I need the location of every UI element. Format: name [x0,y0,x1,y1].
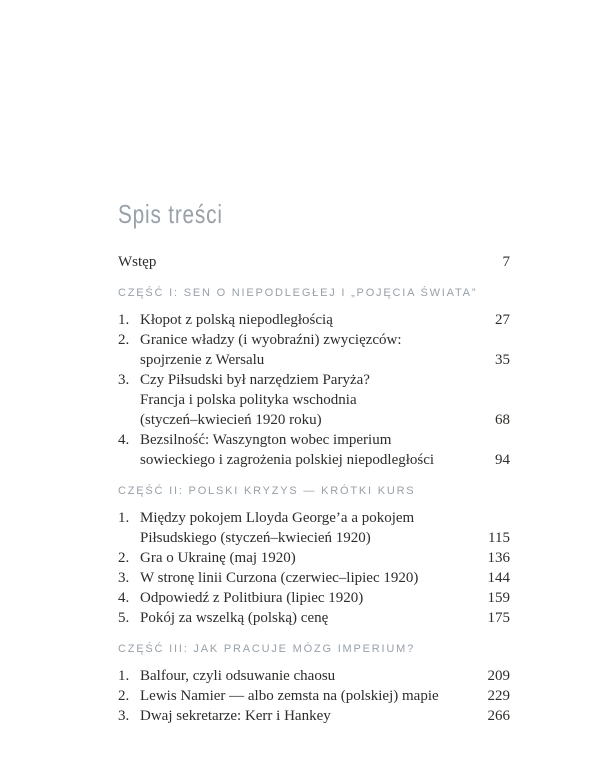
entry-title-line: Bezsilność: Waszyngton wobec imperium [140,432,392,448]
entry-title-line: Gra o Ukrainę (maj 1920) [140,550,296,566]
toc-entry [118,370,510,430]
entry-title-line: Balfour, czyli odsuwanie chaosu [140,668,336,684]
entry-number: 4. [118,432,130,448]
entry-title [140,310,333,330]
toc-sections [118,286,510,726]
toc-entry [118,568,510,588]
entry-number: 3. [118,570,130,586]
entry-title [140,706,331,726]
entry-page-number: 35 [495,352,510,368]
entry-title-line: spojrzenie z Wersalu [140,352,265,368]
entry-title [140,588,363,608]
entry-title [140,508,414,548]
entry-title [140,666,335,686]
toc-entry [118,548,510,568]
entry-number: 1. [118,312,130,328]
entry-page-number: 115 [488,530,510,546]
entry-title-line: Piłsudskiego (styczeń–kwiecień 1920) [140,530,371,546]
entry-page-number: 229 [487,688,510,704]
entry-number: 1. [118,510,130,526]
entry-page-number: 7 [502,254,510,270]
toc-entry [118,310,510,330]
toc-section [118,286,510,470]
entry-number: 4. [118,590,130,606]
entry-number: 2. [118,332,130,348]
entry-page-number: 136 [487,550,510,566]
entry-page-number: 68 [495,412,510,428]
entry-title [140,686,439,706]
entry-title [140,568,418,588]
entry-page-number: 209 [487,668,510,684]
entry-number: 2. [118,550,130,566]
entry-title-line: Dwaj sekretarze: Kerr i Hankey [140,708,331,724]
entry-number: 2. [118,688,130,704]
toc-entry [118,706,510,726]
entry-number: 1. [118,668,130,684]
toc-entry [118,430,510,470]
toc-entry [118,588,510,608]
entry-page-number: 144 [487,570,510,586]
entry-title-line: Granice władzy (i wyobraźni) zwycięzców: [140,332,402,348]
entry-number: 3. [118,372,130,388]
entry-title-line: (styczeń–kwiecień 1920 roku) [140,412,322,428]
page-title: Spis treści [118,199,223,229]
toc-entry-intro [118,252,510,272]
entry-title [140,548,296,568]
section-entries [118,508,510,628]
toc-entry [118,330,510,370]
entry-title-line: Odpowiedź z Politbiura (lipiec 1920) [140,590,364,606]
entry-title-line: Kłopot z polską niepodległością [140,312,333,328]
entry-title-line: W stronę linii Curzona (czerwiec–lipiec 1920) [140,570,419,586]
toc-entry [118,608,510,628]
toc-entry [118,508,510,548]
section-header: CZĘŚĆ II: POLSKI KRYZYS — KRÓTKI KURS [118,485,416,497]
entry-page-number: 159 [487,590,510,606]
entry-title-line: Czy Piłsudski był narzędziem Paryża? [140,372,370,388]
entry-page-number: 94 [495,452,510,468]
toc-section [118,642,510,726]
section-entries [118,310,510,470]
toc-entry [118,686,510,706]
entry-title-line: Lewis Namier — albo zemsta na (polskiej) mapie [140,688,439,704]
section-header: CZĘŚĆ III: JAK PRACUJE MÓZG IMPERIUM? [118,643,416,655]
table-of-contents [118,200,510,726]
entry-title [140,608,328,628]
entry-title-line: sowieckiego i zagrożenia polskiej niepodległości [140,452,435,468]
entry-page-number: 175 [487,610,510,626]
entry-title: Wstęp [118,254,157,270]
toc-section [118,484,510,628]
entry-title [140,330,402,370]
entry-title [140,430,434,470]
entry-title [140,370,370,430]
entry-page-number: 27 [495,312,510,328]
entry-number: 3. [118,708,130,724]
entry-number: 5. [118,610,130,626]
section-entries [118,666,510,726]
section-header: CZĘŚĆ I: SEN O NIEPODLEGŁEJ I „POJĘCIA ŚWIATA” [118,287,478,299]
entry-title-line: Między pokojem Lloyda George’a a pokojem [140,510,415,526]
entry-page-number: 266 [487,708,510,724]
toc-entry [118,666,510,686]
entry-title-line: Francja i polska polityka wschodnia [140,392,357,408]
entry-title-line: Pokój za wszelką (polską) cenę [140,610,329,626]
